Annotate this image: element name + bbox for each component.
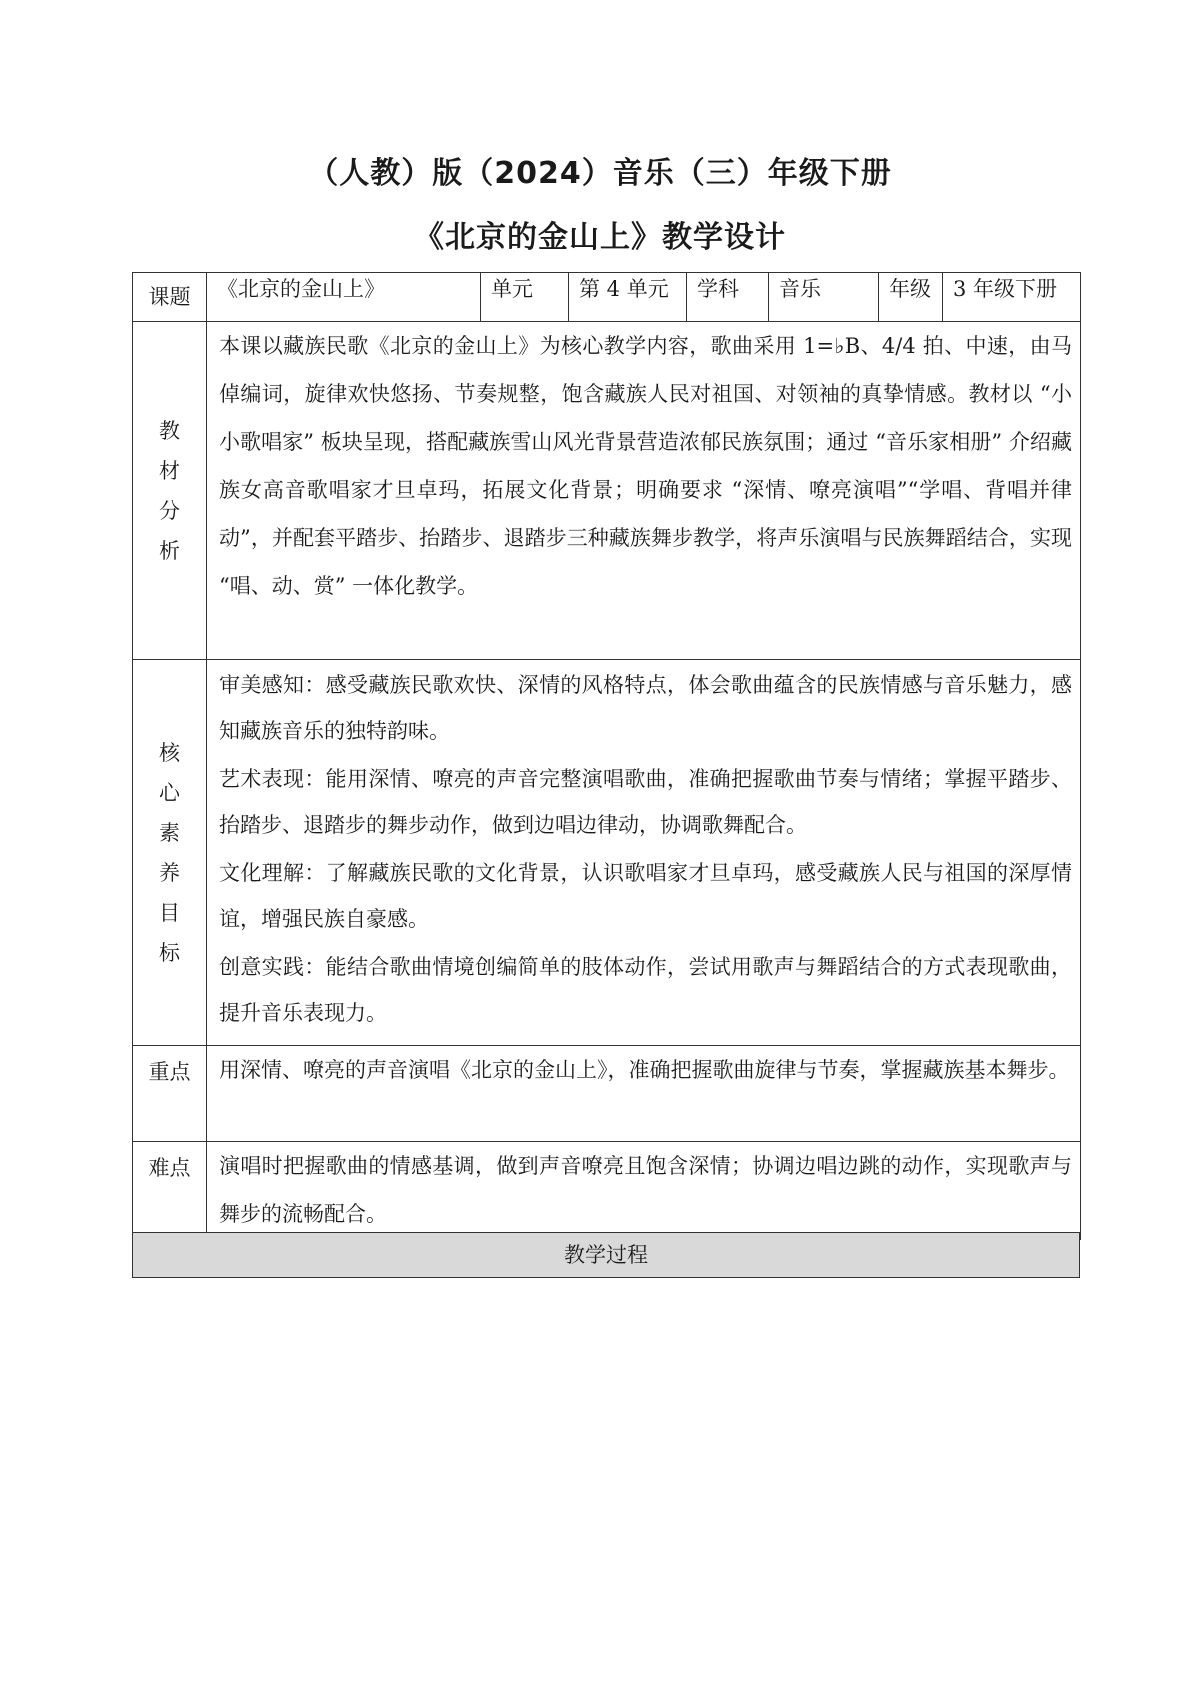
lesson-plan-table (132, 272, 1081, 1240)
document-subtitle: 《北京的金山上》教学设计 (414, 220, 786, 255)
key-point-content (207, 1046, 1081, 1142)
goal-aesthetic: 审美感知：感受藏族民歌欢快、深情的风格特点，体会歌曲蕴含的民族情感与音乐魅力，感知藏族音乐的独特韵味。 (219, 673, 1072, 743)
difficulty-row (133, 1142, 1081, 1240)
grade-value: 3 年级下册 (943, 273, 1081, 322)
difficulty-label: 难点 (133, 1142, 207, 1240)
teaching-process-header: 教学过程 (132, 1232, 1080, 1278)
goals-row (133, 660, 1081, 1046)
difficulty-content (207, 1142, 1081, 1240)
unit-label: 单元 (481, 273, 569, 322)
topic-value: 《北京的金山上》 (207, 273, 481, 322)
analysis-row (133, 322, 1081, 660)
goals-label-line2: 素养 (159, 820, 196, 885)
info-row (133, 273, 1081, 322)
key-point-row (133, 1046, 1081, 1142)
goals-label (133, 660, 207, 1046)
document-title: （人教）版（2024）音乐（三）年级下册 (308, 156, 892, 191)
goals-label-line3: 目标 (159, 900, 196, 965)
difficulty-text: 演唱时把握歌曲的情感基调，做到声音嘹亮且饱含深情；协调边唱边跳的动作，实现歌声与舞步的流畅配合。 (219, 1154, 1072, 1226)
analysis-content (207, 322, 1081, 660)
grade-label: 年级 (879, 273, 943, 322)
goal-creative: 创意实践：能结合歌曲情境创编简单的肢体动作，尝试用歌声与舞蹈结合的方式表现歌曲，提升音乐表现力。 (219, 955, 1072, 1025)
analysis-label-line1: 教材 (159, 418, 196, 483)
analysis-label-line2: 分析 (159, 498, 196, 563)
key-point-text: 用深情、嘹亮的声音演唱《北京的金山上》，准确把握歌曲旋律与节奏，掌握藏族基本舞步。 (219, 1058, 1070, 1082)
subject-value: 音乐 (769, 273, 879, 322)
analysis-label (133, 322, 207, 660)
goals-label-line1: 核心 (159, 740, 196, 805)
topic-label: 课题 (133, 273, 207, 322)
goals-content (207, 660, 1081, 1046)
key-point-label: 重点 (133, 1046, 207, 1142)
subject-label: 学科 (687, 273, 769, 322)
goal-artistic: 艺术表现：能用深情、嘹亮的声音完整演唱歌曲，准确把握歌曲节奏与情绪；掌握平踏步、抬踏步、退踏步的舞步动作，做到边唱边律动，协调歌舞配合。 (219, 767, 1072, 837)
goal-cultural: 文化理解：了解藏族民歌的文化背景，认识歌唱家才旦卓玛，感受藏族人民与祖国的深厚情谊，增强民族自豪感。 (219, 861, 1072, 931)
analysis-text: 本课以藏族民歌《北京的金山上》为核心教学内容，歌曲采用 1=♭B、4/4 拍、中速，由马倬编词，旋律欢快悠扬、节奏规整，饱含藏族人民对祖国、对领袖的真挚情感。教材以 “小小歌唱家” 板块呈现，搭配藏族雪山风光背景营造浓郁民族氛围；通过 “音乐家相册” 介绍藏族女高音歌唱家才旦卓玛，拓展文化背景；明确要求 “深情、嘹亮演唱”“学唱、背唱并律动”，并配套平踏步、抬踏步、退踏步三种藏族舞步教学，将声乐演唱与民族舞蹈结合，实现 “唱、动、赏” 一体化教学。 (219, 334, 1072, 598)
unit-value: 第 4 单元 (569, 273, 687, 322)
